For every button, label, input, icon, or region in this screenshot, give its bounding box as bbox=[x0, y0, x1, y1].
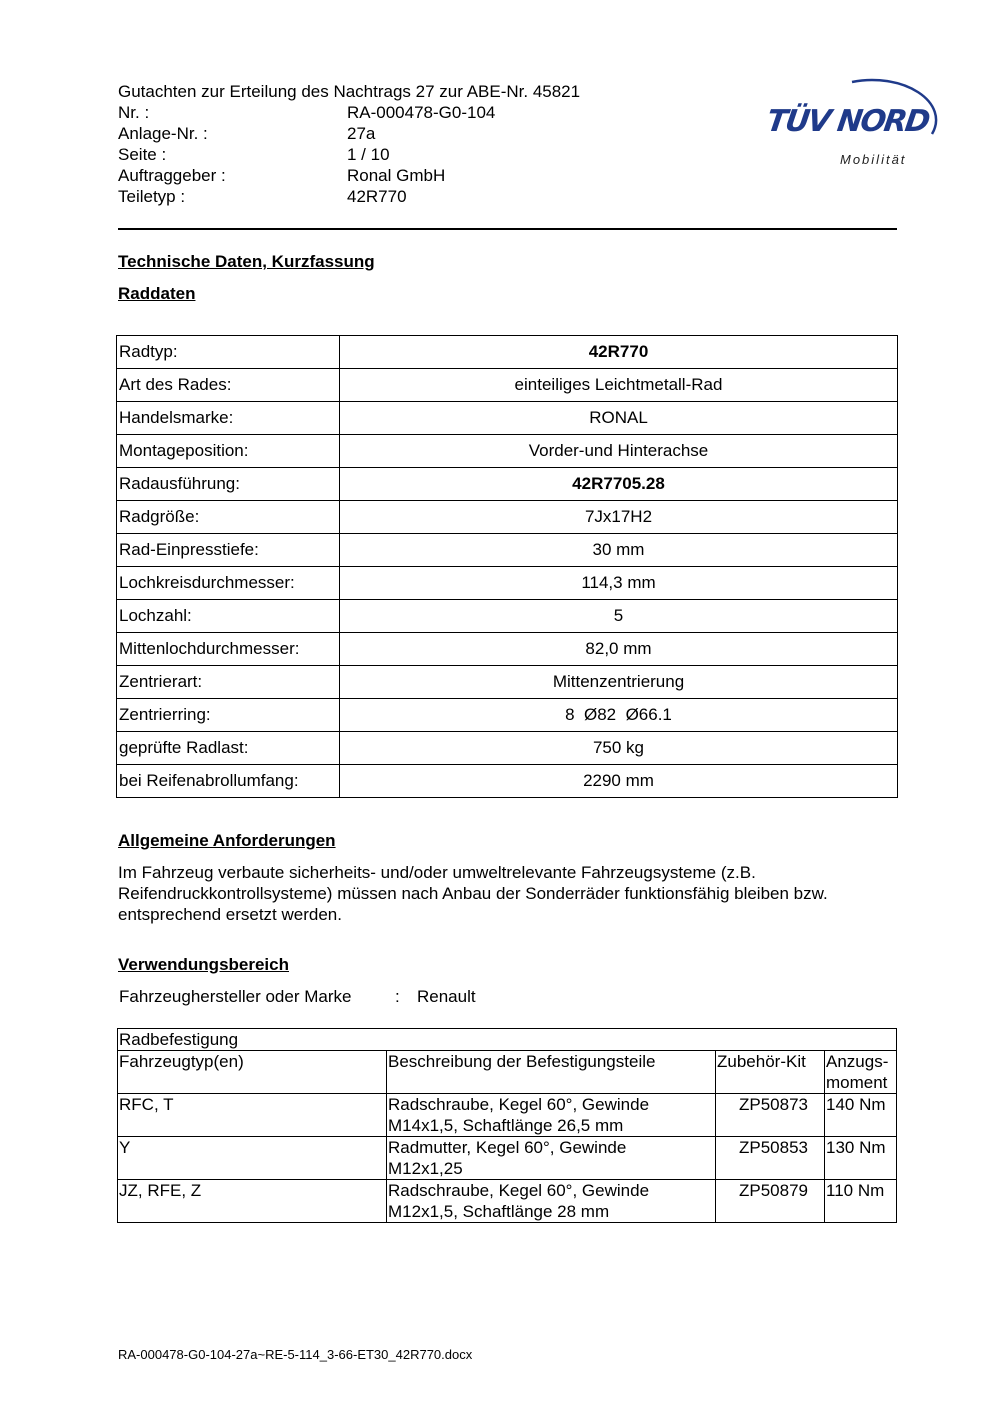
row-value: 82,0 mm bbox=[340, 633, 898, 666]
cell-kit: ZP50879 bbox=[716, 1180, 825, 1223]
table-row bbox=[117, 699, 898, 732]
row-label: Radgröße: bbox=[117, 501, 340, 534]
cell-type: Y bbox=[118, 1137, 387, 1180]
row-label: Lochzahl: bbox=[117, 600, 340, 633]
table-row bbox=[117, 765, 898, 798]
column-header-type: Fahrzeugtyp(en) bbox=[118, 1051, 387, 1094]
desc-line2: M12x1,25 bbox=[388, 1159, 463, 1178]
table-row bbox=[117, 600, 898, 633]
header-label: Nr. : bbox=[118, 103, 150, 122]
table-row bbox=[117, 732, 898, 765]
row-value: 42R7705.28 bbox=[340, 468, 898, 501]
table-row bbox=[117, 336, 898, 369]
row-label: Zentrierart: bbox=[117, 666, 340, 699]
table-row bbox=[117, 666, 898, 699]
row-label: Handelsmarke: bbox=[117, 402, 340, 435]
document-title: Gutachten zur Erteilung des Nachtrags 27 zur ABE-Nr. 45821 bbox=[118, 82, 581, 101]
cell-kit: ZP50853 bbox=[716, 1137, 825, 1180]
heading-requirements: Allgemeine Anforderungen bbox=[118, 831, 336, 850]
logo-wordmark: TÜV NORD bbox=[764, 104, 931, 139]
header-row-auftraggeber bbox=[118, 165, 580, 186]
cell-desc bbox=[387, 1180, 716, 1223]
paragraph-line: entsprechend ersetzt werden. bbox=[118, 905, 342, 924]
wheel-fixing-table bbox=[117, 1028, 897, 1223]
row-value: 114,3 mm bbox=[340, 567, 898, 600]
cell-type: JZ, RFE, Z bbox=[118, 1180, 387, 1223]
header-row-nr bbox=[118, 102, 580, 123]
paragraph-line: Reifendruckkontrollsysteme) müssen nach Anbau der Sonderräder funktionsfähig bleiben bzw. bbox=[118, 884, 828, 903]
heading-technical: Technische Daten, Kurzfassung bbox=[118, 252, 375, 271]
header-label: Seite : bbox=[118, 145, 167, 164]
torque-header-line1: Anzugs- bbox=[826, 1052, 889, 1071]
document-header bbox=[118, 81, 580, 207]
wheel-data-table bbox=[116, 335, 898, 798]
table-row bbox=[118, 1137, 897, 1180]
header-value: RA-000478-G0-104 bbox=[347, 103, 496, 122]
table-row bbox=[117, 633, 898, 666]
row-value: 2290 mm bbox=[340, 765, 898, 798]
table-row bbox=[117, 369, 898, 402]
row-label: geprüfte Radlast: bbox=[117, 732, 340, 765]
maker-value: Renault bbox=[417, 987, 476, 1006]
row-label: Zentrierring: bbox=[117, 699, 340, 732]
column-header-desc: Beschreibung der Befestigungsteile bbox=[387, 1051, 716, 1094]
table-row bbox=[117, 468, 898, 501]
row-value: Mittenzentrierung bbox=[340, 666, 898, 699]
desc-line2: M14x1,5, Schaftlänge 26,5 mm bbox=[388, 1116, 624, 1135]
row-value: 750 kg bbox=[340, 732, 898, 765]
desc-line2: M12x1,5, Schaftlänge 28 mm bbox=[388, 1202, 610, 1221]
desc-line1: Radschraube, Kegel 60°, Gewinde bbox=[388, 1095, 650, 1114]
header-label: Auftraggeber : bbox=[118, 166, 226, 185]
table-row bbox=[117, 402, 898, 435]
row-value: 5 bbox=[340, 600, 898, 633]
torque-header-line2: moment bbox=[826, 1073, 888, 1092]
paragraph-line: Im Fahrzeug verbaute sicherheits- und/oder umweltrelevante Fahrzeugsysteme (z.B. bbox=[118, 863, 756, 882]
table-row bbox=[117, 435, 898, 468]
maker-label: Fahrzeughersteller oder Marke bbox=[119, 987, 352, 1006]
table-header-row bbox=[118, 1051, 897, 1094]
column-header-kit: Zubehör-Kit bbox=[716, 1051, 825, 1094]
row-label: Art des Rades: bbox=[117, 369, 340, 402]
cell-torque: 140 Nm bbox=[825, 1094, 897, 1137]
header-label: Anlage-Nr. : bbox=[118, 124, 208, 143]
row-value: RONAL bbox=[340, 402, 898, 435]
header-value: 42R770 bbox=[347, 187, 407, 206]
row-value: einteiliges Leichtmetall-Rad bbox=[340, 369, 898, 402]
cell-type: RFC, T bbox=[118, 1094, 387, 1137]
table-row bbox=[118, 1094, 897, 1137]
table-row bbox=[117, 534, 898, 567]
header-divider bbox=[118, 228, 897, 230]
header-value: 1 / 10 bbox=[347, 145, 390, 164]
row-label: Montageposition: bbox=[117, 435, 340, 468]
requirements-paragraph bbox=[118, 862, 908, 925]
row-value: 42R770 bbox=[340, 336, 898, 369]
header-row-teiletyp bbox=[118, 186, 580, 207]
row-label: Lochkreisdurchmesser: bbox=[117, 567, 340, 600]
cell-desc bbox=[387, 1094, 716, 1137]
cell-torque: 130 Nm bbox=[825, 1137, 897, 1180]
cell-torque: 110 Nm bbox=[825, 1180, 897, 1223]
row-value: Vorder-und Hinterachse bbox=[340, 435, 898, 468]
desc-line1: Radmutter, Kegel 60°, Gewinde bbox=[388, 1138, 627, 1157]
footer-filename: RA-000478-G0-104-27a~RE-5-114_3-66-ET30_42R770.docx bbox=[118, 1347, 473, 1362]
header-label: Teiletyp : bbox=[118, 187, 186, 206]
row-label: Radtyp: bbox=[117, 336, 340, 369]
row-label: bei Reifenabrollumfang: bbox=[117, 765, 340, 798]
logo-subtitle: Mobilität bbox=[840, 152, 907, 167]
vehicle-maker-line bbox=[119, 987, 476, 1007]
maker-colon: : bbox=[395, 987, 400, 1006]
row-label: Radausführung: bbox=[117, 468, 340, 501]
header-row-seite bbox=[118, 144, 580, 165]
row-value: 30 mm bbox=[340, 534, 898, 567]
heading-wheel-data: Raddaten bbox=[118, 284, 196, 303]
table-row bbox=[117, 567, 898, 600]
table-caption: Radbefestigung bbox=[118, 1029, 897, 1051]
header-value: 27a bbox=[347, 124, 376, 143]
row-label: Mittenlochdurchmesser: bbox=[117, 633, 340, 666]
row-value: 8 Ø82 Ø66.1 bbox=[340, 699, 898, 732]
header-row-anlage bbox=[118, 123, 580, 144]
cell-kit: ZP50873 bbox=[716, 1094, 825, 1137]
heading-usage: Verwendungsbereich bbox=[118, 955, 289, 974]
column-header-torque bbox=[825, 1051, 897, 1094]
row-label: Rad-Einpresstiefe: bbox=[117, 534, 340, 567]
desc-line1: Radschraube, Kegel 60°, Gewinde bbox=[388, 1181, 650, 1200]
cell-desc bbox=[387, 1137, 716, 1180]
tuv-nord-logo bbox=[764, 58, 944, 170]
table-caption-row bbox=[118, 1029, 897, 1051]
table-row bbox=[118, 1180, 897, 1223]
row-value: 7Jx17H2 bbox=[340, 501, 898, 534]
table-row bbox=[117, 501, 898, 534]
header-value: Ronal GmbH bbox=[347, 166, 446, 185]
